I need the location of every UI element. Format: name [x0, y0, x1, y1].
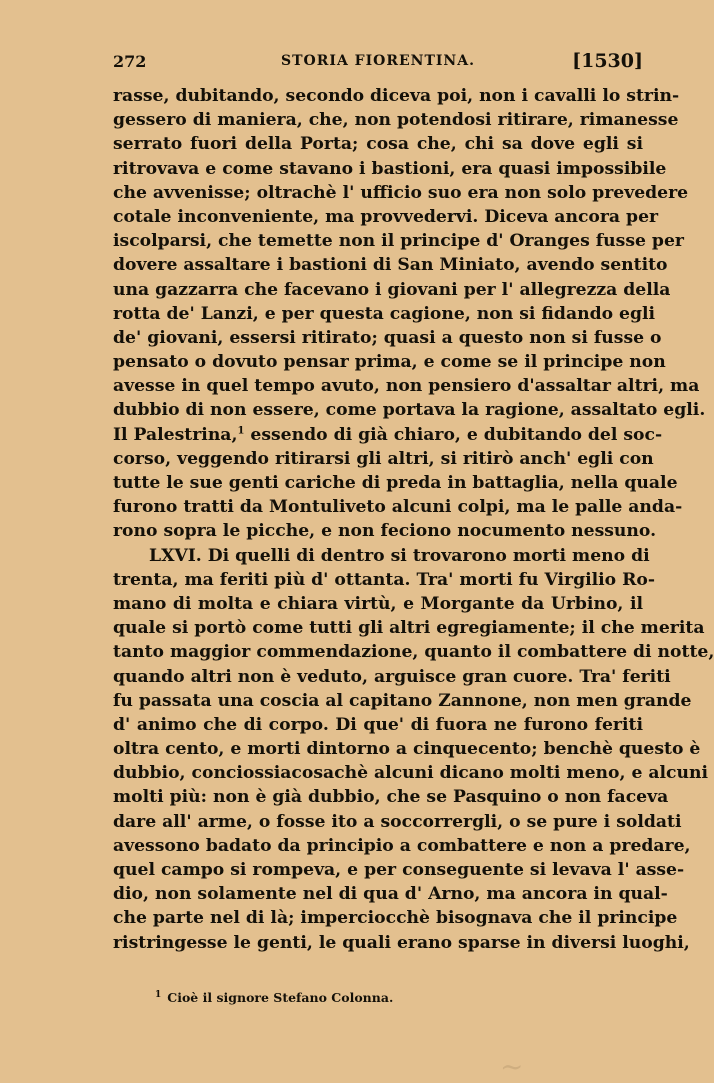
year-marker: [1530]: [572, 50, 643, 72]
text-line: una gazzarra che facevano i giovani per l' allegrezza della: [113, 279, 671, 300]
text-line: dio, non solamente nel di qua d' Arno, ma ancora in qual-: [113, 884, 668, 905]
text-line: gessero di maniera, che, non potendosi ritirare, rimanesse: [113, 110, 679, 131]
running-header: [113, 50, 643, 74]
text-line: rasse, dubitando, secondo diceva poi, non i cavalli lo strin-: [113, 86, 680, 106]
text-line: molti più: non è già dubbio, che se Pasquino o non faceva: [113, 787, 669, 808]
text-line: dovere assaltare i bastioni di San Miniato, avendo sentito: [113, 255, 668, 276]
text-line: pensato o dovuto pensar prima, e come se il principe non: [113, 352, 666, 373]
text-line: iscolparsi, che temette non il principe d' Oranges fusse per: [113, 231, 684, 252]
text-line: ristringesse le genti, le quali erano sparse in diversi luoghi,: [113, 932, 690, 953]
footnote: [155, 990, 635, 1005]
footnote-mark: 1: [155, 990, 162, 1000]
text-line: cotale inconveniente, ma provvedervi. Diceva ancora per: [113, 206, 659, 227]
text-line: dubbio di non essere, come portava la ragione, assaltato egli.: [113, 400, 706, 421]
text-line: corso, veggendo ritirarsi gli altri, si ritirò anch' egli con: [113, 448, 654, 469]
text-line: d' animo che di corpo. Di que' di fuora ne furono feriti: [113, 714, 643, 735]
text-line: rotta de' Lanzi, e per questa cagione, non si fidando egli: [113, 303, 656, 324]
text-line: furono tratti da Montuliveto alcuni colpi, ma le palle anda-: [113, 497, 683, 518]
text-line: oltra cento, e morti dintorno a cinquecento; benchè questo è: [113, 739, 701, 760]
text-line: dare all' arme, o fosse ito a soccorrergli, o se pure i soldati: [113, 811, 682, 832]
line-segment: Il Palestrina,: [113, 424, 238, 445]
text-line: tanto maggior commendazione, quanto il combattere di notte,: [113, 642, 714, 663]
section-start-line: LXVI. Di quelli di dentro si trovarono morti meno di: [149, 545, 650, 566]
text-line: avessono badato da principio a combattere e non a predare,: [113, 835, 691, 856]
text-line: fu passata una coscia al capitano Zannone, non men grande: [113, 690, 692, 711]
text-line: trenta, ma feriti più d' ottanta. Tra' morti fu Virgilio Ro-: [113, 569, 656, 590]
text-line: dubbio, conciossiacosachè alcuni dicano molti meno, e alcuni: [113, 763, 709, 784]
text-line: quale si portò come tutti gli altri egregiamente; il che merita: [113, 618, 705, 639]
text-line: tutte le sue genti cariche di preda in battaglia, nella quale: [113, 473, 678, 493]
text-line: mano di molta e chiara virtù, e Morgante da Urbino, il: [113, 593, 643, 614]
text-line: ritrovava e come stavano i bastioni, era quasi impossibile: [113, 158, 667, 179]
text-line: che parte nel di là; imperciocchè bisognava che il principe: [113, 908, 678, 929]
text-line: rono sopra le picche, e non feciono nocumento nessuno.: [113, 521, 657, 542]
body-text: [113, 84, 714, 955]
text-line: che avvenisse; oltrachè l' ufficio suo era non solo prevedere: [113, 182, 689, 203]
text-line: serrato fuori della Porta; cosa che, chi sa dove egli si: [113, 134, 643, 155]
text-line: quel campo si rompeva, e per conseguente si levava l' asse-: [113, 860, 685, 880]
text-line: avesse in quel tempo avuto, non pensiero d'assaltar altri, ma: [113, 376, 700, 397]
text-line-with-footnote-ref: [113, 423, 663, 447]
running-title: STORIA FIORENTINA.: [281, 53, 475, 69]
line-segment: essendo di già chiaro, e dubitando del soc-: [244, 424, 663, 445]
text-line: quando altri non è veduto, arguisce gran cuore. Tra' feriti: [113, 666, 671, 687]
watermark-glyph: ~: [500, 1050, 524, 1083]
footnote-text: Cioè il signore Stefano Colonna.: [167, 990, 394, 1006]
text-line: de' giovani, essersi ritirato; quasi a questo non si fusse o: [113, 327, 662, 348]
footnote-reference: 1: [237, 424, 245, 436]
page-number: 272: [113, 52, 147, 71]
